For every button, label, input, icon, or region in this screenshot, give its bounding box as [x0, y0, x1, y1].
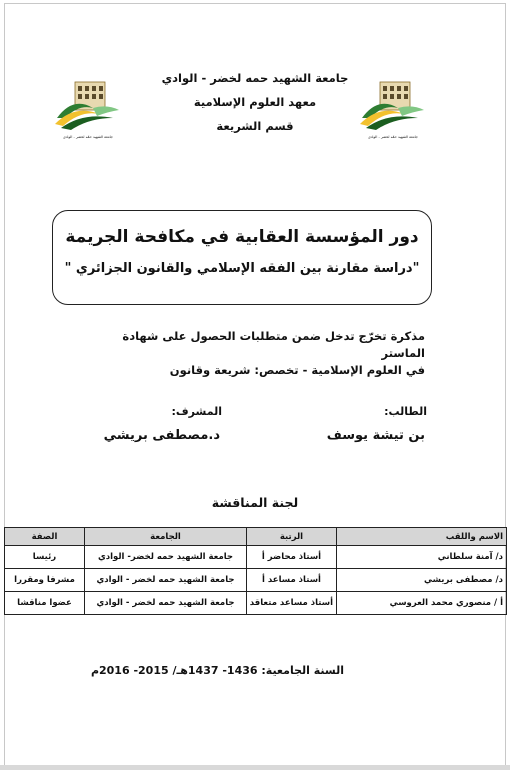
- member-rank: أستاذ مساعد أ: [247, 569, 337, 592]
- university-logo-icon: [53, 78, 123, 134]
- header-name: الاسم واللقب: [337, 528, 507, 546]
- member-university: جامعة الشهيد حمه لخضر - الوادي: [85, 592, 247, 615]
- thesis-subtitle: "دراسة مقارنة بين الفقه الإسلامي والقانون الجزائري ": [64, 261, 420, 276]
- logo-caption: جامعة الشهيد حمّه لخضر - الوادي: [368, 135, 418, 139]
- table-row: [5, 569, 507, 592]
- university-name: جامعة الشهيد حمه لخضر - الوادي: [161, 71, 349, 85]
- student-name: بن تيشة يوسف: [326, 428, 425, 443]
- member-role: عضوا مناقشا: [5, 592, 85, 615]
- university-logo-icon: [358, 78, 428, 134]
- logo-caption: جامعة الشهيد حمّه لخضر - الوادي: [63, 135, 113, 139]
- department-name: قسم الشريعة: [216, 119, 294, 133]
- thesis-title: دور المؤسسة العقابية في مكافحة الجريمة: [65, 227, 419, 247]
- table-row: [5, 546, 507, 569]
- supervisor-label: المشرف:: [171, 405, 222, 418]
- member-role: مشرفا ومقررا: [5, 569, 85, 592]
- table-header-row: [5, 528, 507, 546]
- member-rank: أستاذ مساعد متعاقد: [247, 592, 337, 615]
- memo-line-1: مذكرة تخرّج تدخل ضمن متطلبات الحصول على شهادة الماستر: [122, 329, 425, 360]
- title-box: [52, 210, 432, 305]
- institution-header: [150, 66, 360, 138]
- institute-name: معهد العلوم الإسلامية: [193, 95, 317, 109]
- member-rank: أستاذ محاضر أ: [247, 546, 337, 569]
- header-university: الجامعة: [85, 528, 247, 546]
- university-logo-left: [53, 78, 123, 144]
- member-role: رئيسا: [5, 546, 85, 569]
- student-label: الطالب:: [384, 405, 427, 418]
- table-row: [5, 592, 507, 615]
- memo-line-2: في العلوم الإسلامية - تخصص: شريعة وقانون: [169, 363, 425, 377]
- supervisor-name: د.مصطفى بريشي: [103, 428, 220, 443]
- header-rank: الرتبة: [247, 528, 337, 546]
- member-name: أ / منصوري محمد العروسي: [337, 592, 507, 615]
- committee-table: [4, 527, 507, 615]
- committee-title: لجنة المناقشة: [211, 495, 299, 510]
- member-university: جامعة الشهيد حمه لخضر- الوادي: [85, 546, 247, 569]
- page-bottom-bar: [0, 765, 510, 770]
- university-logo-right: [358, 78, 428, 144]
- member-university: جامعة الشهيد حمه لخضر - الوادي: [85, 569, 247, 592]
- member-name: د/ مصطفى بريشي: [337, 569, 507, 592]
- header-role: الصفة: [5, 528, 85, 546]
- member-name: د/ آمنة سلطاني: [337, 546, 507, 569]
- memo-description: [85, 328, 425, 379]
- academic-year: السنة الجامعية: 1436- 1437هـ/ 2015- 2016م: [90, 664, 344, 677]
